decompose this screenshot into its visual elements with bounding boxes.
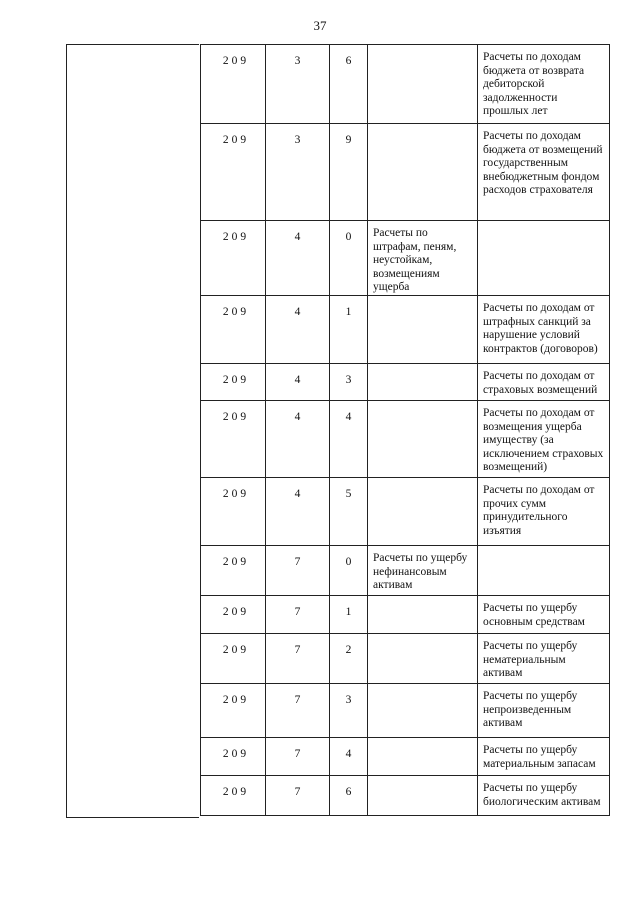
group-name-cell [368,124,478,221]
table-row [200,124,610,221]
digit-2-cell: 6 [330,776,368,816]
account-name-cell: Расчеты по доходам от страховых возмещений [478,364,610,401]
group-name-cell: Расчеты по ущербу нефинансовым активам [368,546,478,596]
digit-1-cell: 4 [266,401,330,478]
account-code-cell: 209 [200,478,266,546]
digit-2-cell: 9 [330,124,368,221]
account-name-cell: Расчеты по доходам бюджета от возмещений государственным внебюджетным фондом расходов страхователя [478,124,610,221]
account-name-cell: Расчеты по ущербу биологическим активам [478,776,610,816]
digit-2-cell: 1 [330,596,368,634]
table-row [200,634,610,684]
digit-2-cell: 6 [330,44,368,124]
digit-1-cell: 4 [266,296,330,364]
account-code-cell: 209 [200,596,266,634]
digit-1-cell: 3 [266,44,330,124]
page-number: 37 [313,18,327,33]
account-code-cell: 209 [200,776,266,816]
digit-2-cell: 4 [330,738,368,776]
account-code-cell: 209 [200,364,266,401]
digit-1-cell: 4 [266,478,330,546]
table-row [200,684,610,738]
account-code-cell: 209 [200,221,266,296]
account-code-cell: 209 [200,296,266,364]
table-row [200,401,610,478]
digit-1-cell: 7 [266,776,330,816]
group-name-cell [368,401,478,478]
group-name-cell [368,478,478,546]
account-name-cell: Расчеты по доходам от прочих сумм принудительного изъятия [478,478,610,546]
table-row [200,776,610,816]
account-name-cell: Расчеты по ущербу основным средствам [478,596,610,634]
table-row [200,364,610,401]
digit-1-cell: 7 [266,546,330,596]
account-code-cell: 209 [200,684,266,738]
table-row [200,44,610,124]
account-code-cell: 209 [200,634,266,684]
digit-1-cell: 4 [266,221,330,296]
digit-1-cell: 7 [266,684,330,738]
group-name-cell [368,738,478,776]
account-name-cell: Расчеты по ущербу материальным запасам [478,738,610,776]
table-row [200,546,610,596]
digit-2-cell: 4 [330,401,368,478]
group-name-cell [368,364,478,401]
account-name-cell: Расчеты по доходам от возмещения ущерба имуществу (за исключением страховых возмещений) [478,401,610,478]
account-name-cell [478,221,610,296]
group-name-cell: Расчеты по штрафам, пеням, неустойкам, возмещениям ущерба [368,221,478,296]
account-name-cell: Расчеты по доходам бюджета от возврата дебиторской задолженности прошлых лет [478,44,610,124]
group-name-cell [368,296,478,364]
group-name-cell [368,684,478,738]
account-code-cell: 209 [200,738,266,776]
account-name-cell: Расчеты по доходам от штрафных санкций за нарушение условий контрактов (договоров) [478,296,610,364]
digit-1-cell: 7 [266,738,330,776]
account-name-cell [478,546,610,596]
group-name-cell [368,634,478,684]
digit-2-cell: 0 [330,546,368,596]
digit-2-cell: 3 [330,364,368,401]
digit-2-cell: 1 [330,296,368,364]
account-name-cell: Расчеты по ущербу непроизведенным активам [478,684,610,738]
account-code-cell: 209 [200,546,266,596]
digit-2-cell: 5 [330,478,368,546]
digit-1-cell: 7 [266,596,330,634]
table-row [200,221,610,296]
account-name-cell: Расчеты по ущербу нематериальным активам [478,634,610,684]
digit-2-cell: 0 [330,221,368,296]
account-code-cell: 209 [200,401,266,478]
digit-1-cell: 7 [266,634,330,684]
accounts-table [66,44,604,818]
table-row [200,738,610,776]
left-empty-column [66,44,199,818]
table-row [200,478,610,546]
group-name-cell [368,596,478,634]
table-row [200,296,610,364]
digit-1-cell: 4 [266,364,330,401]
table-row [200,596,610,634]
group-name-cell [368,776,478,816]
digit-1-cell: 3 [266,124,330,221]
account-code-cell: 209 [200,124,266,221]
group-name-cell [368,44,478,124]
digit-2-cell: 2 [330,634,368,684]
account-code-cell: 209 [200,44,266,124]
digit-2-cell: 3 [330,684,368,738]
